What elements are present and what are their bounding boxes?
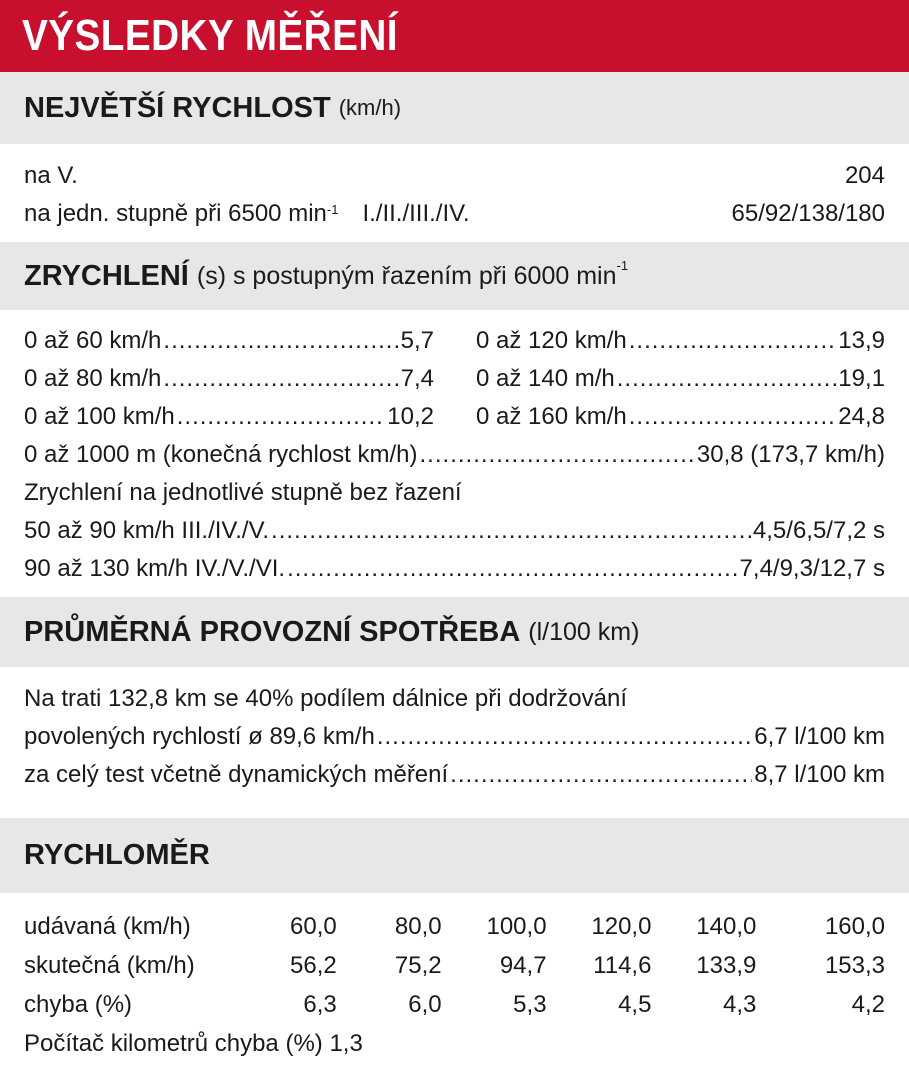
- km-acceleration-row: 0 až 1000 m (konečná rychlost km/h) ..... 30,8 (173,7 km/h): [24, 436, 885, 474]
- elastic-title: Zrychlení na jednotlivé stupně bez řazení: [24, 479, 462, 506]
- acceleration-row-1: [24, 322, 885, 360]
- acc-right-3: 0 až 160 km/h ..... 24,8: [476, 398, 885, 436]
- acc-left-3: 0 až 100 km/h ..... 10,2: [24, 398, 434, 436]
- consumption-row-1: povolených rychlostí ø 89,6 km/h ..... 6,7 l/100 km: [24, 718, 885, 756]
- speedometer-row-error: chyba (%) 6,3 6,0 5,3 4,5 4,3 4,2: [24, 991, 886, 1018]
- gear-speed-gears: I./II./III./IV.: [362, 200, 470, 227]
- max-speed-heading: NEJVĚTŠÍ RYCHLOST: [24, 91, 331, 124]
- consumption-intro: Na trati 132,8 km se 40% podílem dálnice při dodržování: [24, 685, 627, 712]
- speedometer-row-actual: skutečná (km/h) 56,2 75,2 94,7 114,6 133,9 153,3: [24, 952, 886, 979]
- title-bar: [0, 0, 909, 72]
- elastic-row-2: 90 až 130 km/h IV./V./VI. ..... 7,4/9,3/12,7 s: [24, 550, 885, 588]
- elastic-row-1: 50 až 90 km/h III./IV./V. ..... 4,5/6,5/7,2 s: [24, 512, 885, 550]
- gear-speed-sup: -1: [326, 202, 339, 217]
- acceleration-sub: (s) s postupným řazením při 6000 $\min^{-1}$: [196, 257, 629, 290]
- acc-right-1: 0 až 120 km/h ..... 13,9: [476, 322, 885, 360]
- consumption-header: [0, 597, 909, 667]
- consumption-body: [0, 667, 909, 818]
- consumption-row-2: za celý test včetně dynamických měření ..... 8,7 l/100 km: [24, 756, 885, 794]
- max-speed-unit: (km/h): [338, 95, 402, 120]
- max-speed-row: [24, 157, 885, 195]
- acceleration-heading: ZRYCHLENÍ: [24, 259, 189, 292]
- speedometer-row-indicated: udávaná (km/h) 60,0 80,0 100,0 120,0 140,0 160,0: [24, 913, 886, 940]
- acc-left-2: 0 až 80 km/h ..... 7,4: [24, 360, 434, 398]
- speedometer-heading: RYCHLOMĚR: [24, 839, 210, 871]
- acceleration-header: [0, 242, 909, 310]
- speedometer-body: [0, 893, 909, 1063]
- max-speed-value: 204: [844, 162, 885, 189]
- odometer-error: Počítač kilometrů chyba (%) 1,3: [24, 1030, 363, 1057]
- consumption-unit: (l/100 km): [528, 617, 640, 646]
- acceleration-row-3: [24, 398, 885, 436]
- max-speed-label: na V.: [24, 162, 78, 189]
- max-speed-header: [0, 72, 909, 144]
- acceleration-body: [0, 310, 909, 597]
- acceleration-row-2: [24, 360, 885, 398]
- acc-left-1: 0 až 60 km/h ..... 5,7: [24, 322, 434, 360]
- gear-speed-row: [24, 195, 885, 233]
- speedometer-header: [0, 818, 909, 893]
- gear-speed-label: na jedn. stupně při 6500 $\min^{-1}$: [24, 200, 339, 227]
- page-title: VÝSLEDKY MĚŘENÍ: [22, 11, 398, 60]
- acc-right-2: 0 až 140 m/h ..... 19,1: [476, 360, 885, 398]
- consumption-heading: PRŮMĚRNÁ PROVOZNÍ SPOTŘEBA: [24, 615, 521, 648]
- gear-speed-value: 65/92/138/180: [731, 200, 885, 227]
- max-speed-body: [0, 144, 909, 242]
